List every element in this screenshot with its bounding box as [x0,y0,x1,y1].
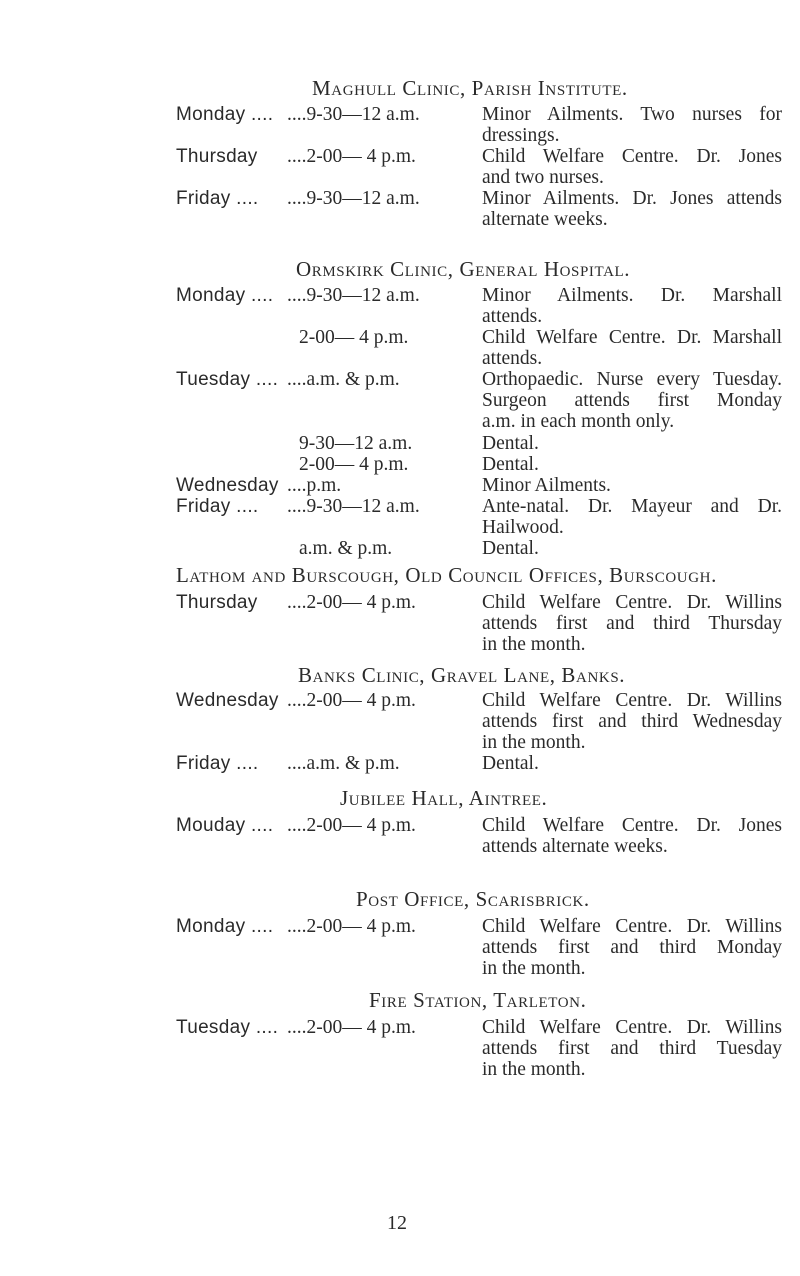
time-label: ....9-30—12 a.m. [287,285,420,306]
description-line: a.m. in each month only. [482,411,675,432]
description-line: Dental. [482,538,539,559]
description [482,104,782,146]
description [482,815,782,857]
description-line: Dental. [482,454,539,475]
section-heading-banks: Banks Clinic, Gravel Lane, Banks. [298,663,626,687]
description [482,916,782,979]
description-line: dressings. [482,125,560,146]
description-line: Child Welfare Centre. Dr. Willins [482,690,782,711]
time-label: ....a.m. & p.m. [287,369,400,390]
time-label: 2-00— 4 p.m. [299,454,409,475]
day-label: Wednesday [176,690,279,711]
description [482,690,782,753]
description-line: in the month. [482,958,586,979]
description [482,369,782,432]
description-line: in the month. [482,732,586,753]
time-label: ....a.m. & p.m. [287,753,400,774]
description-line: and two nurses. [482,167,604,188]
description [482,753,782,774]
description-line: Surgeon attends first Monday [482,390,782,411]
description-line: attends. [482,306,543,327]
section-heading-maghull: Maghull Clinic, Parish Institute. [312,76,628,100]
time-label: ....2-00— 4 p.m. [287,592,416,613]
day-label: Tuesday .... [176,369,279,390]
description-line: alternate weeks. [482,209,608,230]
time-label: ....2-00— 4 p.m. [287,1017,416,1038]
description-line: Minor Ailments. Dr. Jones attends [482,188,782,209]
description-line: Orthopaedic. Nurse every Tuesday. [482,369,782,390]
description-line: in the month. [482,634,586,655]
day-label: Monday .... [176,285,274,306]
description [482,1017,782,1080]
description-line: Minor Ailments. Dr. Marshall [482,285,782,306]
description [482,327,782,369]
description-line: Dental. [482,433,539,454]
day-label: Thursday [176,592,258,613]
description [482,146,782,188]
day-label: Friday .... [176,188,259,209]
description-line: Minor Ailments. Two nurses for [482,104,782,125]
description-line: attends first and third Thursday [482,613,782,634]
description-line: attends. [482,348,543,369]
day-label: Monday .... [176,916,274,937]
description-line: Child Welfare Centre. Dr. Willins [482,592,782,613]
description [482,592,782,655]
day-label: Friday .... [176,753,259,774]
day-label: Tuesday .... [176,1017,279,1038]
description [482,188,782,230]
time-label: ....2-00— 4 p.m. [287,916,416,937]
time-label: 9-30—12 a.m. [299,433,413,454]
section-heading-post-office: Post Office, Scarisbrick. [356,887,590,911]
description-line: Child Welfare Centre. Dr. Willins [482,1017,782,1038]
description [482,538,782,559]
description-line: Child Welfare Centre. Dr. Marshall [482,327,782,348]
description [482,433,782,454]
section-heading-lathom-burscough: Lathom and Burscough, Old Council Offices, Burscough. [176,563,717,587]
description [482,475,782,496]
description [482,496,782,538]
time-label: ....2-00— 4 p.m. [287,815,416,836]
section-heading-jubilee-hall: Jubilee Hall, Aintree. [340,786,548,810]
time-label: ....p.m. [287,475,342,496]
time-label: ....2-00— 4 p.m. [287,690,416,711]
description-line: Child Welfare Centre. Dr. Willins [482,916,782,937]
day-label: Monday .... [176,104,274,125]
time-label: a.m. & p.m. [299,538,393,559]
section-heading-fire-station: Fire Station, Tarleton. [369,988,587,1012]
description-line: Hailwood. [482,517,564,538]
day-label: Friday .... [176,496,259,517]
description-line: Dental. [482,753,539,774]
description-line: Ante-natal. Dr. Mayeur and Dr. [482,496,782,517]
description-line: in the month. [482,1059,586,1080]
time-label: ....2-00— 4 p.m. [287,146,416,167]
time-label: ....9-30—12 a.m. [287,104,420,125]
description-line: Minor Ailments. [482,475,611,496]
description-line: attends alternate weeks. [482,836,668,857]
description [482,285,782,327]
description-line: attends first and third Monday [482,937,782,958]
description [482,454,782,475]
page-number: 12 [387,1212,407,1234]
time-label: ....9-30—12 a.m. [287,188,420,209]
description-line: attends first and third Wednesday [482,711,782,732]
description-line: Child Welfare Centre. Dr. Jones [482,815,782,836]
time-label: 2-00— 4 p.m. [299,327,409,348]
day-label: Wednesday [176,475,279,496]
description-line: Child Welfare Centre. Dr. Jones [482,146,782,167]
section-heading-ormskirk: Ormskirk Clinic, General Hospital. [296,257,631,281]
day-label: Thursday [176,146,258,167]
day-label: Mouday .... [176,815,274,836]
description-line: attends first and third Tuesday [482,1038,782,1059]
time-label: ....9-30—12 a.m. [287,496,420,517]
